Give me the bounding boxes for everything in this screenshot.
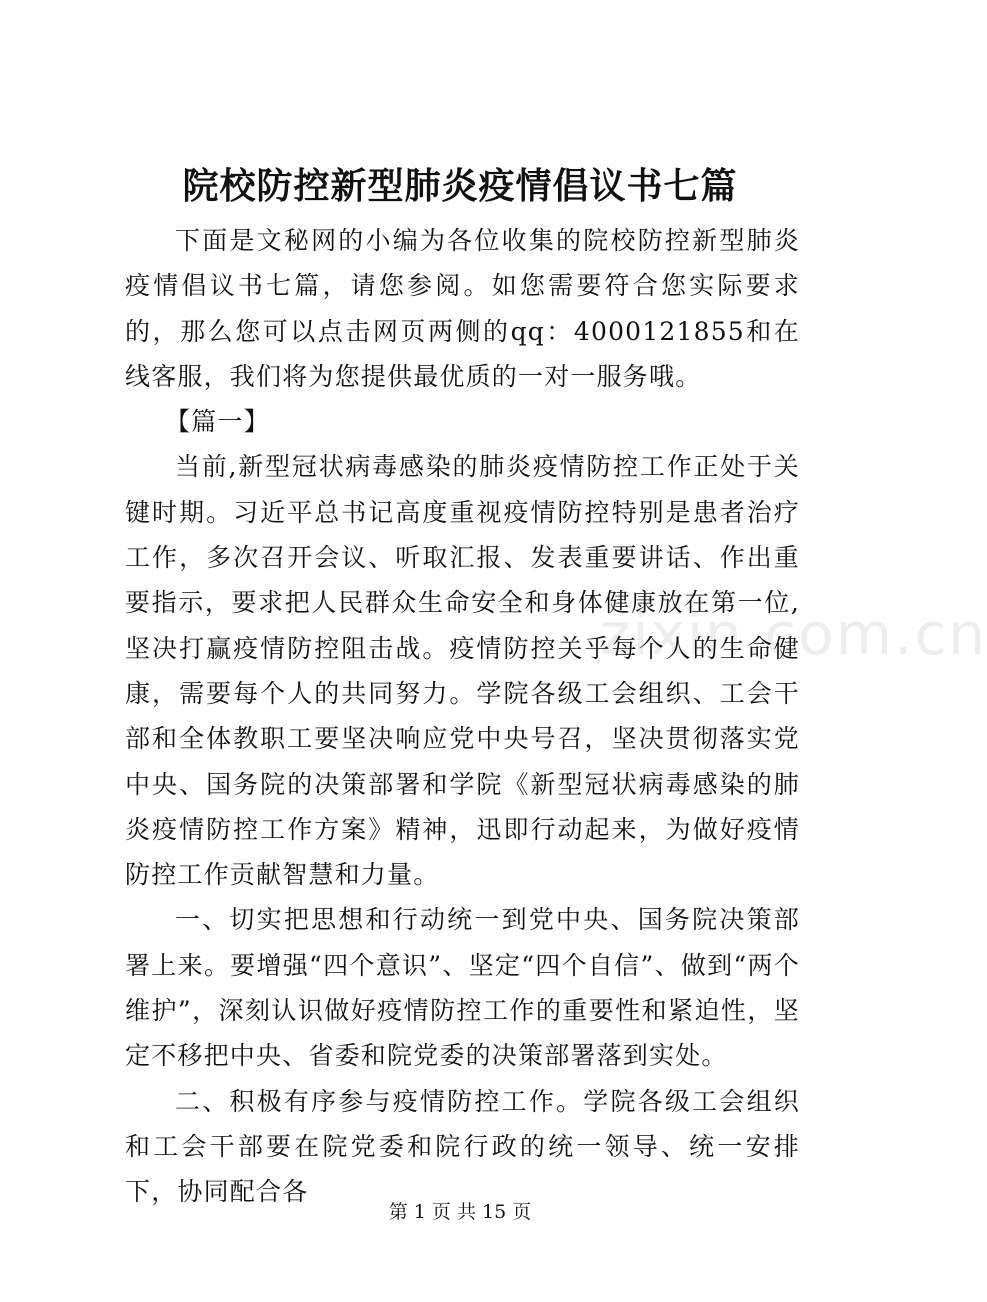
intro-paragraph: 下面是文秘网的小编为各位收集的院校防控新型肺炎疫情倡议书七篇，请您参阅。如您需要符合您实际要求的，那么您可以点击网页两侧的qq：4000121855和在线客服，我们将为您提供最优质的一对一服务哦。 xyxy=(125,226,800,391)
page-footer: 第 1 页 共 15 页 xyxy=(388,1201,532,1223)
chapter-heading: 【篇一】 xyxy=(165,407,270,437)
body-paragraph-3: 二、积极有序参与疫情防控工作。学院各级工会组织和工会干部要在院党委和院行政的统一领导、统一安排下，协同配合各 xyxy=(125,1086,800,1207)
document-title: 院校防控新型肺炎疫情倡议书七篇 xyxy=(182,165,738,207)
body-paragraph-2: 一、切实把思想和行动统一到党中央、国务院决策部署上来。要增强“四个意识”、坚定“四个自信”、做到“两个维护”，深刻认识做好疫情防控工作的重要性和紧迫性，坚定不移把中央、省委和院党委的决策部署落到实处。 xyxy=(125,905,800,1071)
watermark: zixin.com.cn xyxy=(600,600,987,668)
document-body xyxy=(125,218,800,1215)
body-paragraph-1: 当前,新型冠状病毒感染的肺炎疫情防控工作正处于关键时期。习近平总书记高度重视疫情防控特别是患者治疗工作，多次召开会议、听取汇报、发表重要讲话、作出重要指示，要求把人民群众生命安全和身体健康放在第一位,坚决打赢疫情防控阻击战。疫情防控关乎每个人的生命健康，需要每个人的共同努力。学院各级工会组织、工会干部和全体教职工要坚决响应党中央号召，坚决贯彻落实党中央、国务院的决策部署和学院《新型冠状病毒感染的肺炎疫情防控工作方案》精神，迅即行动起来，为做好疫情防控工作贡献智慧和力量。 xyxy=(125,452,800,890)
